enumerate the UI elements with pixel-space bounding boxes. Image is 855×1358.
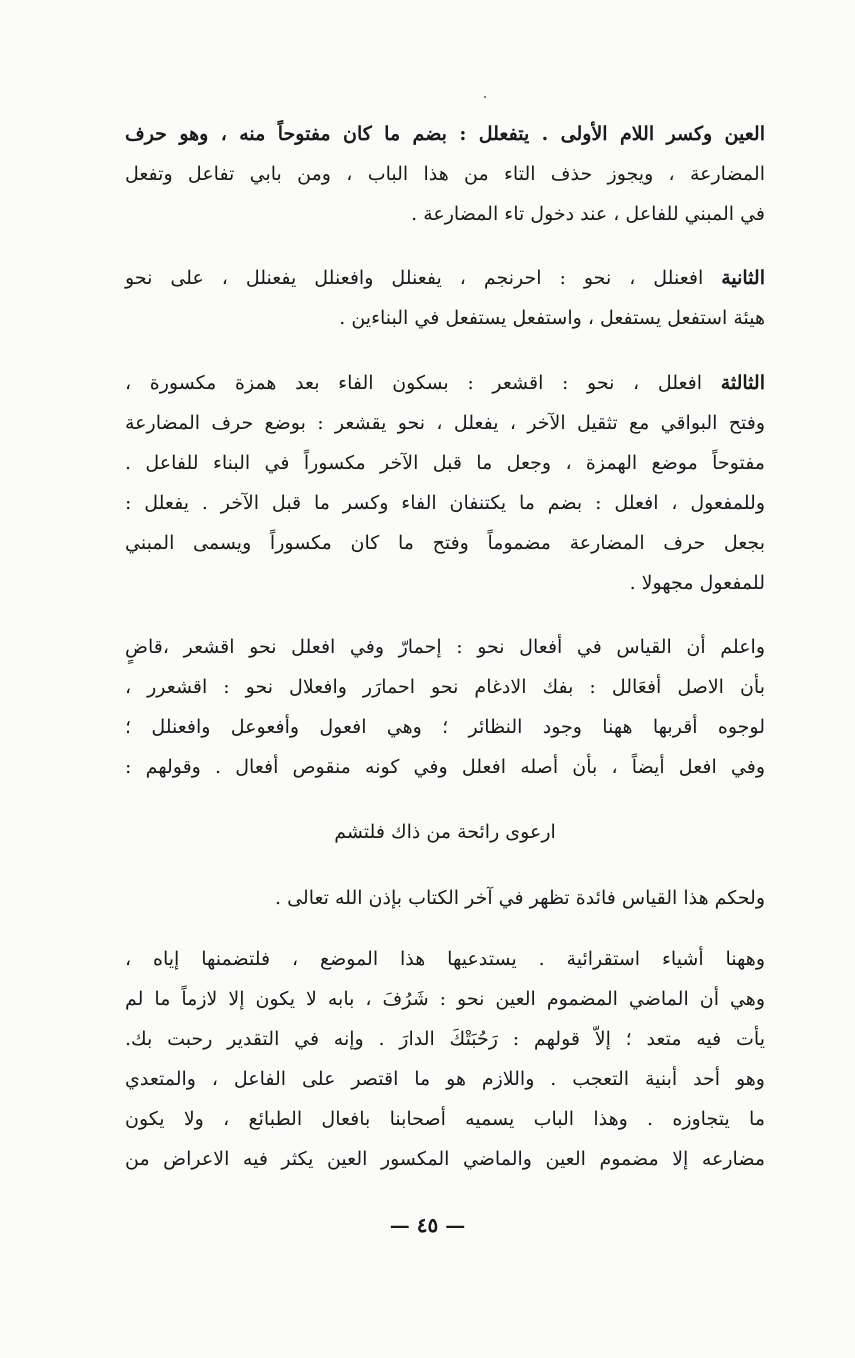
text-line: ما يتجاوزه . وهذا الباب يسميه أصحابنا بافعال الطبائع ، ولا يكون (125, 1108, 765, 1130)
text-line: وهو أحد أبنية التعجب . واللازم هو ما اقتصر على الفاعل ، والمتعدي (125, 1068, 765, 1090)
paragraph-6 (125, 939, 765, 1179)
page-number: — ٤٥ — (389, 1213, 466, 1237)
text-line: وههنا أشياء استقرائية . يستدعيها هذا الموضع ، فلتضمنها إياه ، (125, 948, 765, 970)
text-line: مضارعه إلا مضموم العين والماضي المكسور العين يكثر فيه الاعراض من (125, 1148, 765, 1170)
paragraph-5 (125, 878, 765, 918)
paragraph-lead-word: الثالثة (720, 372, 765, 394)
text-line: للمفعول مجهولا . (629, 572, 765, 594)
text-line: ولحكم هذا القياس فائدة تظهر في آخر الكتاب بإذن الله تعالى . (274, 887, 765, 909)
text-span: افعنلل ، نحو : احرنجم ، يفعنلل وافعنلل يفعنلل ، على نحو (125, 267, 722, 289)
ink-speck (484, 96, 486, 98)
text-line: بأن الاصل أفعَالل : بفك الادغام نحو احمارَر وافعلال نحو : اقشعرر ، (125, 676, 765, 698)
text-line: في المبني للفاعل ، عند دخول تاء المضارعة . (411, 203, 765, 225)
paragraph-4 (125, 627, 765, 787)
verse-line: ارعوى رائحة من ذاك فلتشم (334, 821, 556, 843)
text-line: العين وكسر اللام الأولى . يتفعلل : بضم ما كان مفتوحاً منه ، وهو حرف (125, 123, 765, 145)
text-line: هيئة استفعل يستفعل ، واستفعل يستفعل في البناءين . (339, 307, 765, 329)
paragraph-lead-word: الثانية (721, 267, 765, 289)
text-line: بجعل حرف المضارعة مضموماً وفتح ما كان مكسوراً ويسمى المبني (125, 532, 765, 554)
text-line (125, 258, 765, 298)
text-line (125, 363, 765, 403)
text-span: افعلل ، نحو : اقشعر : بسكون الفاء بعد همزة مكسورة ، (125, 372, 721, 394)
text-line: وفي افعل أيضاً ، بأن أصله افعلل وفي كونه منقوص أفعال . وقولهم : (125, 756, 765, 778)
text-line: وهي أن الماضي المضموم العين نحو : شَرُفَ ، بابه لا يكون إلا لازماً ما لم (125, 988, 765, 1010)
paragraph-1 (125, 114, 765, 234)
text-line: واعلم أن القياس في أفعال نحو : إحمارّ وفي افعلل نحو اقشعر ،قاضٍ (125, 636, 765, 658)
text-line: وفتح البواقي مع تثقيل الآخر ، يفعلل ، نحو يقشعر : بوضع حرف المضارعة (125, 412, 765, 434)
text-line: وللمفعول ، افعلل : بضم ما يكتنفان الفاء وكسر ما قبل الآخر . يفعلل : (125, 492, 765, 514)
text-line: لوجوه أقربها ههنا وجود النظائر ؛ وهي افعول وأفعوعل وافعنلل ؛ (125, 716, 765, 738)
paragraph-3 (125, 363, 765, 603)
text-line: مفتوحاً موضع الهمزة ، وجعل ما قبل الآخر مكسوراً في البناء للفاعل . (125, 452, 765, 474)
text-line: يأت فيه متعد ؛ إلاّ قولهم : رَحُبَتْكَ الدارَ . وإنه في التقدير رحبت بك. (125, 1028, 765, 1050)
text-line: المضارعة ، ويجوز حذف التاء من هذا الباب ، ومن بابي تفاعل وتفعل (125, 163, 765, 185)
paragraph-2 (125, 258, 765, 338)
